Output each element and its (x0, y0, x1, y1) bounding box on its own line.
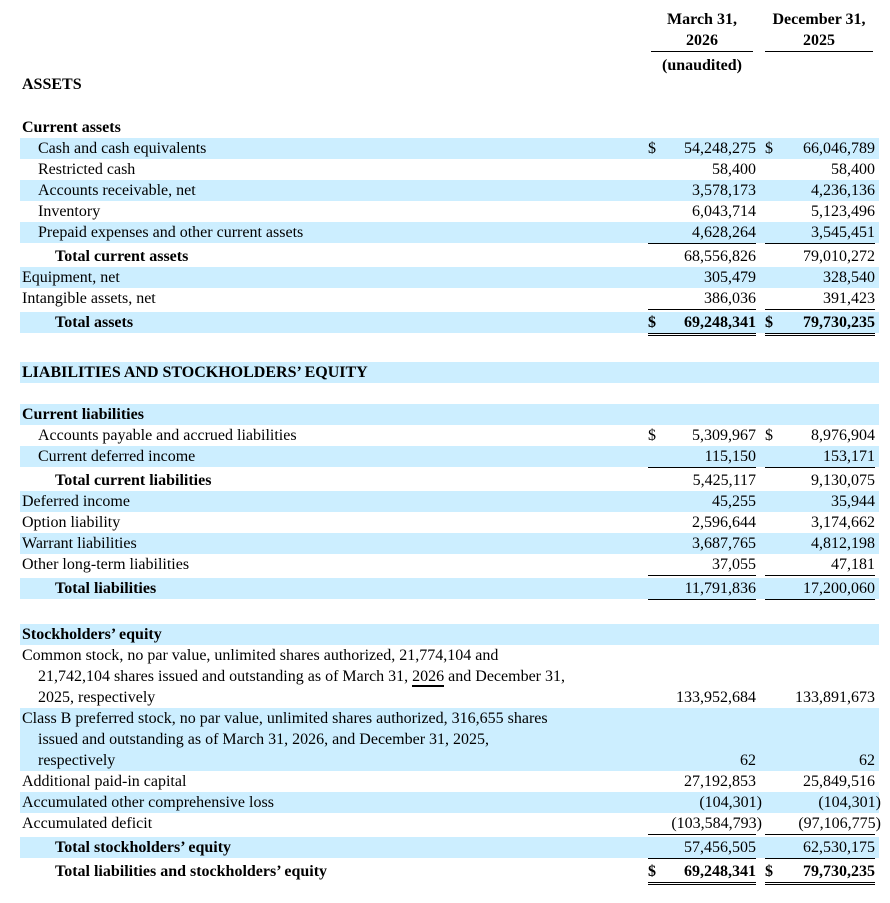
value-2026: 54,248,275 (684, 140, 756, 157)
value-2026: 305,479 (704, 269, 756, 286)
row-accounts-receivable (20, 180, 879, 201)
stockholders-equity-label: Stockholders’ equity (22, 626, 162, 643)
row-restricted-cash (20, 159, 879, 180)
section-assets-label: ASSETS (22, 76, 82, 93)
row-label: Total stockholders’ equity (55, 839, 232, 856)
row-label: Total liabilities and stockholders’ equity (55, 863, 328, 880)
row-label: Accumulated deficit (22, 815, 153, 832)
row-total-stockholders-equity (20, 837, 879, 858)
row-total-current-assets (20, 246, 879, 267)
row-label: Additional paid-in capital (22, 773, 187, 790)
value-2026: 386,036 (704, 290, 756, 307)
row-label: Accounts payable and accrued liabilities (38, 427, 297, 444)
value-2025: 3,545,451 (811, 224, 875, 241)
section-assets (20, 74, 879, 95)
currency-symbol: $ (765, 140, 773, 157)
value-2026: 62 (740, 752, 756, 769)
currency-symbol: $ (765, 863, 773, 880)
section-liabilities-equity (20, 362, 879, 383)
value-2026: 45,255 (712, 493, 756, 510)
currency-symbol: $ (765, 427, 773, 444)
row-current-deferred-income (20, 446, 879, 467)
value-2025: 153,171 (823, 448, 875, 465)
header-december-2025 (763, 9, 875, 52)
row-common-stock (20, 645, 879, 708)
row-other-long-term-liabilities (20, 554, 879, 575)
class-b-line2: issued and outstanding as of March 31, 2026, and December 31, 2025, (38, 731, 490, 748)
value-2026: 5,309,967 (692, 427, 756, 444)
value-2025: 17,200,060 (803, 580, 875, 597)
row-label: Intangible assets, net (22, 290, 156, 307)
value-2025: 58,400 (831, 161, 875, 178)
currency-symbol: $ (648, 427, 656, 444)
value-2025: 4,812,198 (811, 535, 875, 552)
value-2026: (103,584,793) (671, 815, 762, 832)
row-label: Equipment, net (22, 269, 120, 286)
value-2026: 37,055 (712, 556, 756, 573)
value-2026: 133,952,684 (676, 689, 756, 706)
value-2026: (104,301) (699, 794, 762, 811)
row-total-liabilities (20, 578, 879, 599)
row-label: Restricted cash (38, 161, 136, 178)
value-2025: 47,181 (831, 556, 875, 573)
currency-symbol: $ (765, 314, 773, 331)
class-b-line3: respectively (38, 752, 116, 769)
value-2026: 6,043,714 (692, 203, 756, 220)
row-label: Prepaid expenses and other current assets (38, 224, 304, 241)
row-deferred-income (20, 491, 879, 512)
row-label: Inventory (38, 203, 101, 220)
value-2025: 5,123,496 (811, 203, 875, 220)
section-stockholders-equity (20, 624, 879, 645)
value-2025: 133,891,673 (795, 689, 875, 706)
row-prepaid-expenses (20, 222, 879, 243)
value-2026: 11,791,836 (684, 580, 756, 597)
row-label: Total assets (55, 314, 134, 331)
value-2025: 62,530,175 (803, 839, 875, 856)
row-accumulated-oci (20, 792, 879, 813)
value-2026: 115,150 (704, 448, 756, 465)
value-2026: 68,556,826 (684, 248, 756, 265)
currency-symbol: $ (648, 863, 656, 880)
section-liabilities-label: LIABILITIES AND STOCKHOLDERS’ EQUITY (22, 364, 368, 381)
header-march-2026 (649, 9, 755, 76)
row-option-liability (20, 512, 879, 533)
value-2025: (104,301) (818, 794, 881, 811)
value-2025: (97,106,775) (798, 815, 881, 832)
value-2026: 57,456,505 (684, 839, 756, 856)
value-2025: 3,174,662 (811, 514, 875, 531)
value-2025: 79,730,235 (803, 314, 875, 331)
header-col2-line1: December 31, (772, 11, 866, 28)
common-stock-line2: 21,742,104 shares issued and outstanding as of March 31, 2026 and December 31, (38, 668, 566, 685)
class-b-line1: Class B preferred stock, no par value, unlimited shares authorized, 316,655 shares (22, 710, 548, 727)
value-2026: 3,687,765 (692, 535, 756, 552)
row-label: Cash and cash equivalents (38, 140, 207, 157)
value-2026: 69,248,341 (684, 863, 756, 880)
row-label: Accounts receivable, net (38, 182, 196, 199)
currency-symbol: $ (648, 140, 656, 157)
value-2026: 69,248,341 (684, 314, 756, 331)
header-col2-line2: 2025 (765, 30, 873, 52)
header-col1-line2: 2026 (651, 30, 753, 52)
row-warrant-liabilities (20, 533, 879, 554)
value-2026: 27,192,853 (684, 773, 756, 790)
section-current-assets (20, 117, 879, 138)
row-total-liabilities-and-equity (20, 861, 879, 882)
value-2026: 2,596,644 (692, 514, 756, 531)
section-current-liabilities (20, 404, 879, 425)
row-label: Current deferred income (38, 448, 196, 465)
value-2025: 9,130,075 (811, 472, 875, 489)
value-2026: 5,425,117 (692, 472, 756, 489)
row-total-current-liabilities (20, 470, 879, 491)
row-accounts-payable (20, 425, 879, 446)
value-2025: 25,849,516 (803, 773, 875, 790)
value-2025: 35,944 (831, 493, 875, 510)
value-2026: 58,400 (712, 161, 756, 178)
current-assets-label: Current assets (22, 119, 121, 136)
value-2025: 328,540 (823, 269, 875, 286)
common-stock-line1: Common stock, no par value, unlimited shares authorized, 21,774,104 and (22, 647, 499, 664)
row-intangible-assets (20, 288, 879, 309)
row-cash (20, 138, 879, 159)
value-2025: 62 (859, 752, 875, 769)
current-liabilities-label: Current liabilities (22, 406, 144, 423)
value-2025: 8,976,904 (811, 427, 875, 444)
value-2025: 391,423 (823, 290, 875, 307)
common-stock-line3: 2025, respectively (38, 689, 156, 706)
row-label: Total current liabilities (55, 472, 212, 489)
currency-symbol: $ (648, 314, 656, 331)
row-label: Other long-term liabilities (22, 556, 190, 573)
row-inventory (20, 201, 879, 222)
row-label: Deferred income (22, 493, 130, 510)
value-2026: 4,628,264 (692, 224, 756, 241)
row-label: Warrant liabilities (22, 535, 137, 552)
header-col1-line3: (unaudited) (661, 57, 743, 74)
value-2025: 66,046,789 (803, 140, 875, 157)
value-2026: 3,578,173 (692, 182, 756, 199)
row-label: Accumulated other comprehensive loss (22, 794, 274, 811)
header-col1-line1: March 31, (667, 11, 737, 28)
row-label: Option liability (22, 514, 121, 531)
value-2025: 4,236,136 (811, 182, 875, 199)
value-2025: 79,010,272 (803, 248, 875, 265)
row-total-assets (20, 312, 879, 333)
row-additional-paid-in-capital (20, 771, 879, 792)
row-accumulated-deficit (20, 813, 879, 834)
row-label: Total liabilities (55, 580, 157, 597)
row-label: Total current assets (55, 248, 189, 265)
row-class-b-preferred (20, 708, 879, 771)
row-equipment (20, 267, 879, 288)
value-2025: 79,730,235 (803, 863, 875, 880)
